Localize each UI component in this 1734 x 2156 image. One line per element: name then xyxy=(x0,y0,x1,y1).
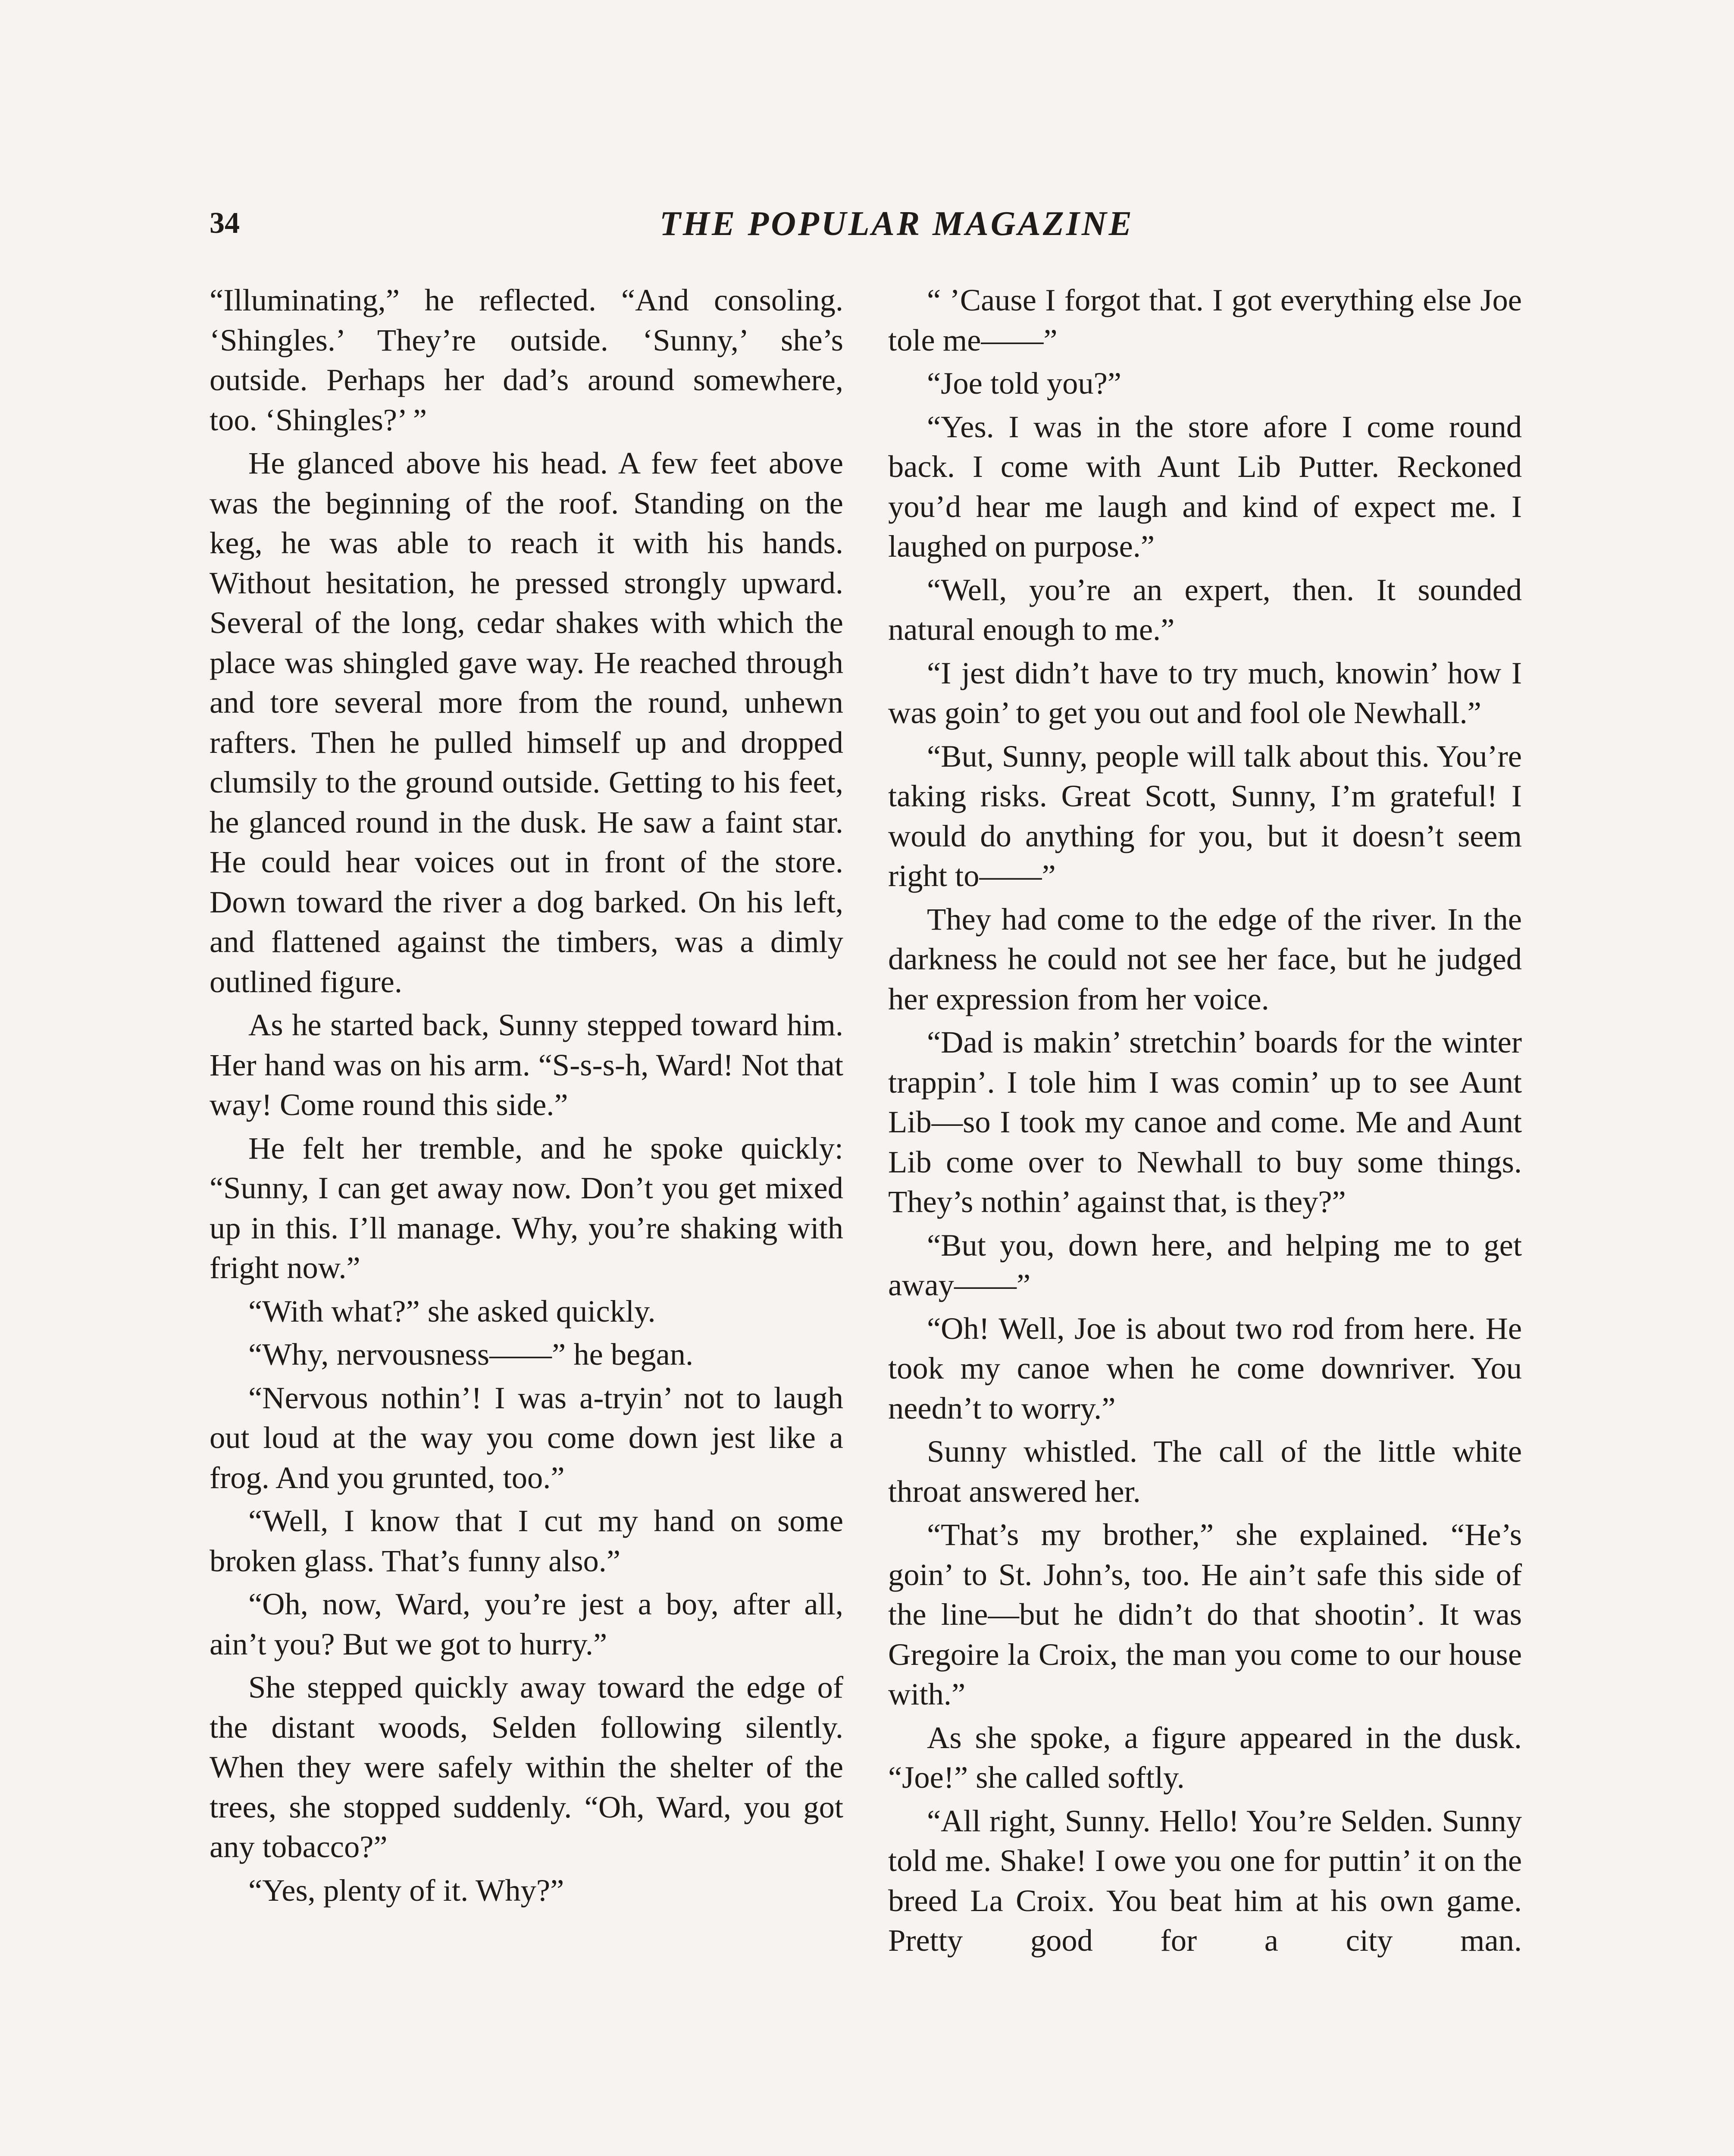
paragraph: He glanced above his head. A few feet above was the beginning of the roof. Standing on the keg, he was able to reach it with his hands. Without hesitation, he pressed strongly upward. Several of the long, cedar shakes with which the place was shingled gave way. He reached through and tore several more from the round, unhewn rafters. Then he pulled himself up and dropped clumsily to the ground outside. Getting to his feet, he glanced round in the dusk. He saw a faint star. He could hear voices out in front of the store. Down toward the river a dog barked. On his left, and flattened against the timbers, was a dimly outlined figure. xyxy=(210,445,843,999)
paragraph: “I jest didn’t have to try much, knowin’ how I was goin’ to get you out and fool ole Newhall.” xyxy=(888,655,1522,730)
paragraph: “But, Sunny, people will talk about this. You’re taking risks. Great Scott, Sunny, I’m grateful! I would do anything for you, but it doesn’t seem right to——” xyxy=(888,738,1522,893)
paragraph: “Oh! Well, Joe is about two rod from here. He took my canoe when he come downriver. You needn’t to worry.” xyxy=(888,1310,1522,1426)
paragraph: “All right, Sunny. Hello! You’re Selden. Sunny told me. Shake! I owe you one for puttin’ it on the breed La Croix. You beat him at his own game. Pretty good for a city man. xyxy=(888,1803,1522,1958)
page-number: 34 xyxy=(210,207,240,240)
paragraph: “Joe told you?” xyxy=(927,366,1121,401)
paragraph: She stepped quickly away toward the edge of the distant woods, Selden following silently. When they were safely within the shelter of the trees, she stopped suddenly. “Oh, Ward, you got any tobacco?” xyxy=(210,1670,843,1864)
paragraph: As he started back, Sunny stepped toward him. Her hand was on his arm. “S-s-s-h, Ward! Not that way! Come round this side.” xyxy=(210,1007,843,1122)
paragraph: “Why, nervousness——” he began. xyxy=(248,1337,694,1372)
paragraph: “Oh, now, Ward, you’re jest a boy, after all, ain’t you? But we got to hurry.” xyxy=(210,1586,843,1661)
paragraph: “Illuminating,” he reflected. “And consoling. ‘Shingles.’ They’re outside. ‘Sunny,’ she’s outside. Perhaps her dad’s around somewhere, too. ‘Shingles?’ ” xyxy=(210,282,843,437)
paragraph: Sunny whistled. The call of the little white throat answered her. xyxy=(888,1434,1522,1509)
left-column xyxy=(210,280,843,1914)
paragraph: “Well, I know that I cut my hand on some broken glass. That’s funny also.” xyxy=(210,1503,843,1578)
paragraph: As she spoke, a figure appeared in the dusk. “Joe!” she called softly. xyxy=(888,1720,1522,1795)
paragraph: “Nervous nothin’! I was a-tryin’ not to laugh out loud at the way you come down jest like a frog. And you grunted, too.” xyxy=(210,1380,843,1495)
paragraph: “ ’Cause I forgot that. I got everything else Joe tole me——” xyxy=(888,282,1522,357)
right-column xyxy=(888,280,1522,1964)
paragraph: “With what?” she asked quickly. xyxy=(248,1293,656,1329)
paragraph: They had come to the edge of the river. In the darkness he could not see her face, but he judged her expression from her voice. xyxy=(888,901,1522,1016)
paragraph: “Yes. I was in the store afore I come round back. I come with Aunt Lib Putter. Reckoned you’d hear me laugh and kind of expect me. I laughed on purpose.” xyxy=(888,409,1522,564)
paragraph: “Well, you’re an expert, then. It sounded natural enough to me.” xyxy=(888,572,1522,647)
paragraph: “Yes, plenty of it. Why?” xyxy=(248,1872,564,1908)
paragraph: “That’s my brother,” she explained. “He’s goin’ to St. John’s, too. He ain’t safe this side of the line—but he didn’t do that shootin’. It was Gregoire la Croix, the man you come to our house with.” xyxy=(888,1517,1522,1711)
running-title: THE POPULAR MAGAZINE xyxy=(659,205,1134,243)
paragraph: “But you, down here, and helping me to get away——” xyxy=(888,1227,1522,1302)
paragraph: He felt her tremble, and he spoke quickly: “Sunny, I can get away now. Don’t you get mixed up in this. I’ll manage. Why, you’re shaking with fright now.” xyxy=(210,1130,843,1285)
paragraph: “Dad is makin’ stretchin’ boards for the winter trappin’. I tole him I was comin’ up to see Aunt Lib—so I took my canoe and come. Me and Aunt Lib come over to Newhall to buy some things. They’s nothin’ against that, is they?” xyxy=(888,1025,1522,1219)
